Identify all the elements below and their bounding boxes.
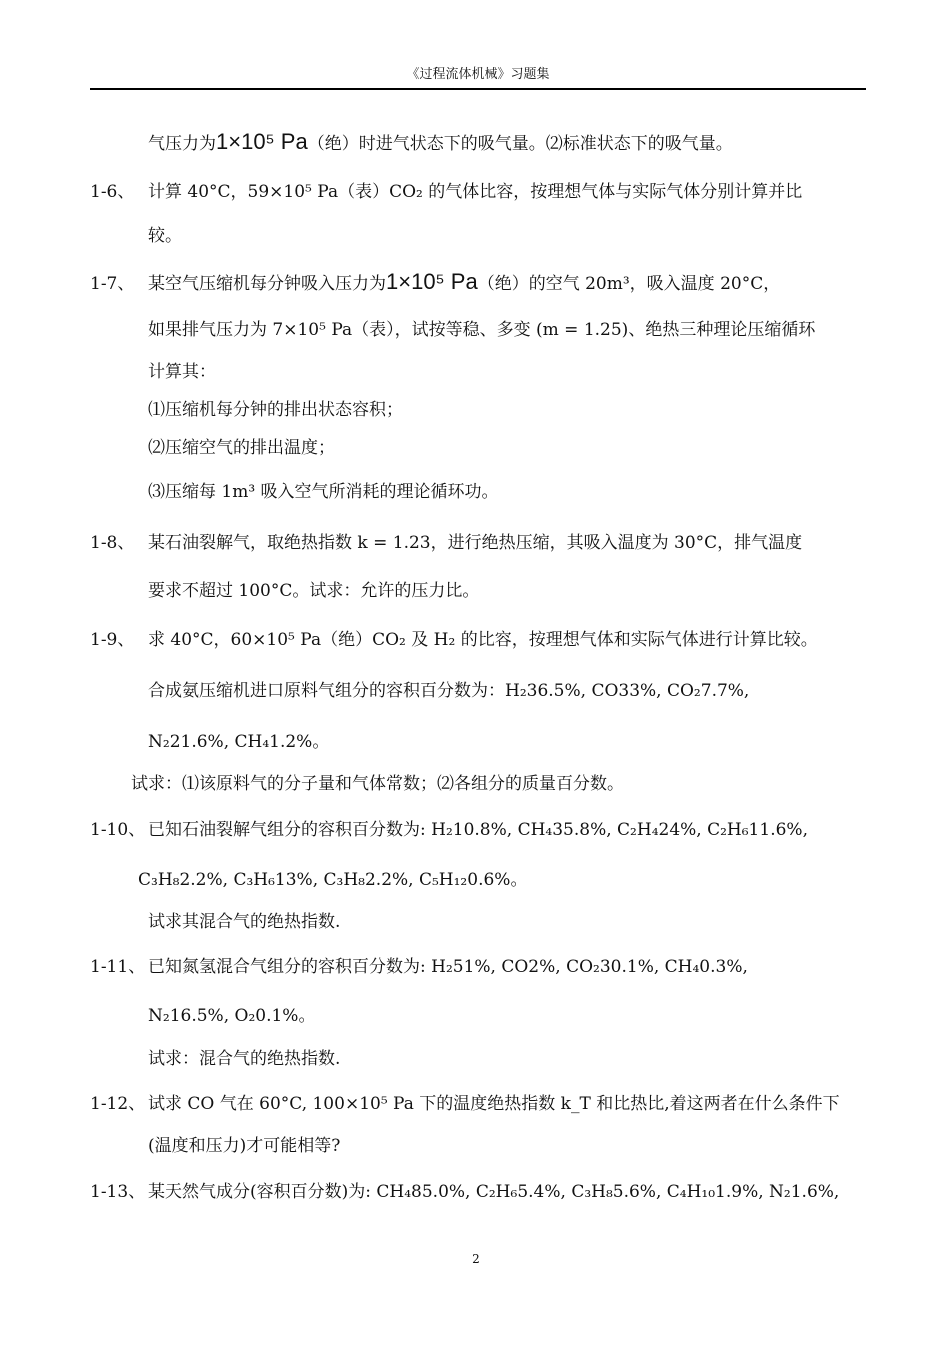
problem-text: 如果排气压力为 7×10⁵ Pa（表），试按等稳、多变 (m = 1.25)、绝热三种理论压缩循环	[148, 320, 816, 340]
problem-text: N₂21.6%, CH₄1.2%。	[148, 732, 330, 752]
problem-number: 1-11、	[90, 957, 146, 977]
problem-text: 试求：⑴该原料气的分子量和气体常数；⑵各组分的质量百分数。	[131, 774, 624, 794]
problem-text: 试求其混合气的绝热指数.	[148, 912, 341, 932]
intro-line	[148, 130, 733, 156]
problem-subitem: ⑴压缩机每分钟的排出状态容积；	[148, 400, 403, 420]
page-header-title: 《过程流体机械》习题集	[406, 67, 550, 82]
problem-text: N₂16.5%, O₂0.1%。	[148, 1006, 316, 1026]
problem-text: 试求 CO 气在 60°C, 100×10⁵ Pa 下的温度绝热指数 k_T 和比热比,着这两者在什么条件下	[148, 1094, 840, 1114]
problem-text: (温度和压力)才可能相等?	[148, 1136, 341, 1156]
header-rule	[90, 88, 866, 90]
problem-text: 试求：混合气的绝热指数.	[148, 1049, 341, 1069]
problem-number: 1-6、	[90, 182, 135, 202]
problem-text: 已知氮氢混合气组分的容积百分数为: H₂51%, CO2%, CO₂30.1%, CH₄0.3%,	[148, 957, 748, 977]
problem-number: 1-7、	[90, 274, 135, 294]
problem-text: 某天然气成分(容积百分数)为: CH₄85.0%, C₂H₆5.4%, C₃H₈5.6%, C₄H₁₀1.9%, N₂1.6%,	[148, 1182, 840, 1202]
problem-text: 已知石油裂解气组分的容积百分数为: H₂10.8%, CH₄35.8%, C₂H₄24%, C₂H₆11.6%,	[148, 820, 808, 840]
problem-text: 计算其：	[148, 362, 216, 382]
problem-text: 计算 40°C，59×10⁵ Pa（表）CO₂ 的气体比容，按理想气体与实际气体分别计算并比	[148, 182, 803, 202]
problem-text: 某石油裂解气，取绝热指数 k = 1.23，进行绝热压缩，其吸入温度为 30°C，排气温度	[148, 533, 803, 553]
problem-subitem: ⑶压缩每 1m³ 吸入空气所消耗的理论循环功。	[148, 482, 499, 502]
problem-text	[148, 270, 780, 296]
intro-rest: （绝）时进气状态下的吸气量。⑵标准状态下的吸气量。	[307, 134, 733, 154]
intro-pressure: 1×10⁵ Pa	[216, 129, 308, 154]
problem-text-prefix: 某空气压缩机每分钟吸入压力为	[148, 274, 386, 294]
problem-pressure: 1×10⁵ Pa	[386, 269, 478, 294]
problem-number: 1-13、	[90, 1182, 146, 1202]
problem-text: 要求不超过 100°C。试求：允许的压力比。	[148, 581, 480, 601]
problem-text-rest: （绝）的空气 20m³，吸入温度 20°C，	[477, 274, 781, 294]
problem-number: 1-9、	[90, 630, 135, 650]
problem-number: 1-12、	[90, 1094, 146, 1114]
page-number: 2	[472, 1252, 480, 1266]
problem-number: 1-10、	[90, 820, 146, 840]
problem-text: C₃H₈2.2%, C₃H₆13%, C₃H₈2.2%, C₅H₁₂0.6%。	[138, 870, 528, 890]
problem-text: 较。	[148, 226, 182, 246]
problem-text: 求 40°C，60×10⁵ Pa（绝）CO₂ 及 H₂ 的比容，按理想气体和实际气体进行计算比较。	[148, 630, 818, 650]
problem-text: 合成氨压缩机进口原料气组分的容积百分数为：H₂36.5%, CO33%, CO₂7.7%,	[148, 681, 750, 701]
problem-number: 1-8、	[90, 533, 135, 553]
problem-subitem: ⑵压缩空气的排出温度；	[148, 438, 335, 458]
intro-prefix: 气压力为	[148, 134, 216, 154]
